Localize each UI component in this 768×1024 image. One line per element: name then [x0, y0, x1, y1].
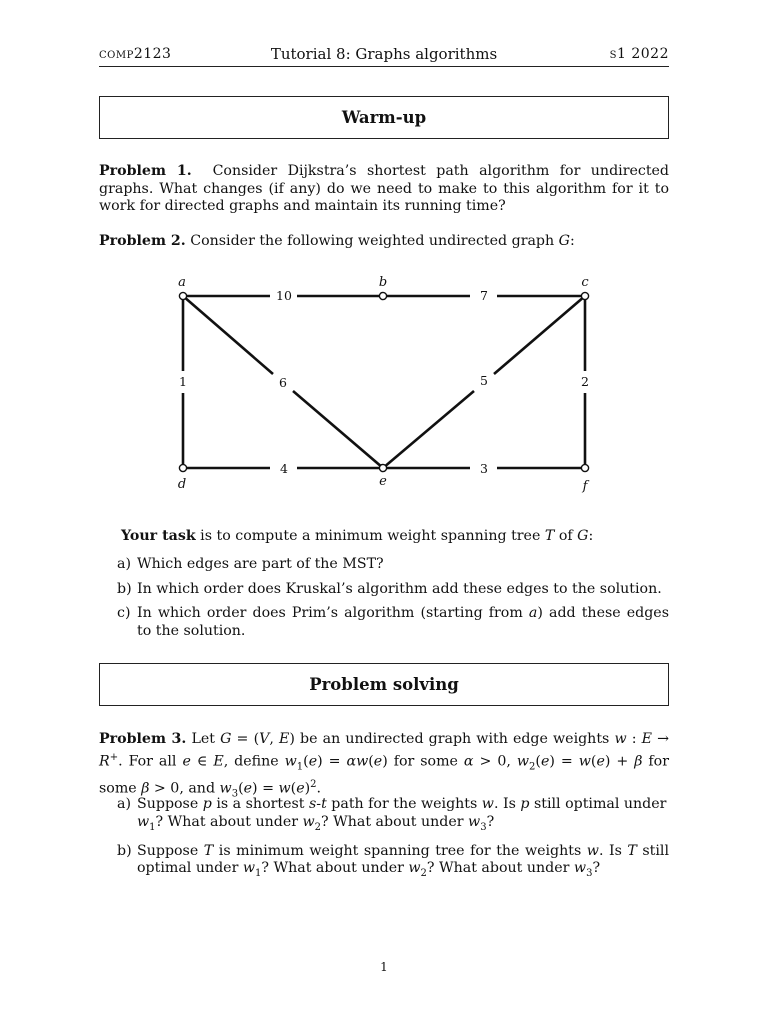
- task-item-text: In which order does Prim’s algorithm (starting from a) add these edges to the solution.: [137, 605, 669, 639]
- task-item-text: In which order does Kruskal’s algorithm add these edges to the solution.: [137, 580, 662, 597]
- weight-a-b: 10: [276, 288, 292, 303]
- node-label-b: b: [378, 275, 388, 290]
- weight-d-e: 4: [280, 461, 288, 476]
- task-label: Your task: [121, 528, 196, 544]
- node-label-a: a: [178, 275, 186, 290]
- task-item-b: [117, 581, 669, 599]
- section-problem-solving-title: Problem solving: [309, 675, 459, 694]
- node-f: [581, 464, 588, 471]
- task-item-text: Which edges are part of the MST?: [137, 556, 384, 572]
- problem-3-label: Problem 3.: [99, 731, 187, 747]
- task-tree-var: T: [544, 528, 555, 544]
- node-label-f: f: [582, 479, 588, 494]
- graph-var: G: [558, 233, 571, 249]
- task-item-a: [117, 556, 669, 574]
- problem-3-item-label: a): [117, 796, 131, 812]
- problem-3-item-text: Suppose T is minimum weight spanning tree for the weights w. Is T still optimal under $w_1$? What about under $w_2$? What about under $w_3$?: [137, 842, 670, 880]
- edge-a-e-2: [293, 391, 383, 468]
- edge-a-e: [183, 296, 273, 374]
- weight-a-d: 1: [179, 374, 187, 389]
- node-label-c: c: [581, 275, 589, 290]
- edge-c-e: [494, 296, 585, 374]
- problem-3-item-text: Suppose p is a shortest s-t path for the weights w. Is p still optimal under $w_1$? What about under $w_2$? What about under $w_3$?: [137, 796, 667, 833]
- task-item-label: b): [117, 580, 132, 597]
- semester: s1 2022: [609, 46, 669, 62]
- node-c: [581, 292, 588, 299]
- task-intro: [121, 528, 669, 546]
- page-title: Tutorial 8: Graphs algorithms: [270, 45, 498, 63]
- page-number: 1: [380, 960, 388, 974]
- problem-3: Problem 3. Let G = (V, E) be an undirected graph with edge weights w : E → R+. For all e ∈ E, define $w_1(e) = \alpha w(e)$ for some α > 0, $w_2(e) = w(e) + \beta$ for some β > 0, and $w_3(e) = w(e)^2$.: [99, 731, 670, 800]
- weight-b-c: 7: [480, 288, 488, 303]
- node-label-e: e: [379, 474, 387, 489]
- problem-2-label: Problem 2.: [99, 233, 186, 249]
- node-d: [179, 464, 186, 471]
- edge-c-e-2: [383, 391, 474, 468]
- task-graph-var: G: [577, 528, 589, 544]
- weight-e-f: 3: [480, 461, 488, 476]
- problem-1-label: Problem 1.: [99, 163, 192, 179]
- task-of: of: [554, 528, 578, 544]
- course-code: comp2123: [99, 46, 172, 62]
- problem-2-text: Consider the following weighted undirected graph: [190, 233, 555, 249]
- problem-2-colon: :: [570, 233, 575, 249]
- task-list: [117, 556, 669, 647]
- task-item-label: a): [117, 556, 131, 572]
- node-a: [179, 292, 186, 299]
- weight-a-e: 6: [279, 375, 287, 390]
- task-colon: :: [588, 528, 594, 544]
- problem-1-text: Consider Dijkstra’s shortest path algorithm for undirected graphs. What changes (if any) do we need to make to this algorithm for it to work for directed graphs and maintain its running time?: [99, 163, 669, 214]
- problem-3-item-label: b): [117, 842, 132, 859]
- node-label-d: d: [177, 477, 187, 492]
- task-item-label: c): [117, 605, 131, 621]
- node-e: [379, 464, 386, 471]
- problem-3-item-b: [117, 843, 669, 883]
- problem-3-item-a: [117, 796, 669, 836]
- weight-c-f: 2: [581, 374, 589, 389]
- problem-3-list: [117, 796, 669, 890]
- weight-c-e: 5: [480, 373, 488, 388]
- section-warmup-title: Warm-up: [341, 108, 427, 127]
- node-b: [379, 292, 386, 299]
- task-text: is to compute a minimum weight spanning tree: [195, 528, 545, 544]
- task-item-c: [117, 605, 669, 640]
- section-problem-solving: [99, 663, 669, 706]
